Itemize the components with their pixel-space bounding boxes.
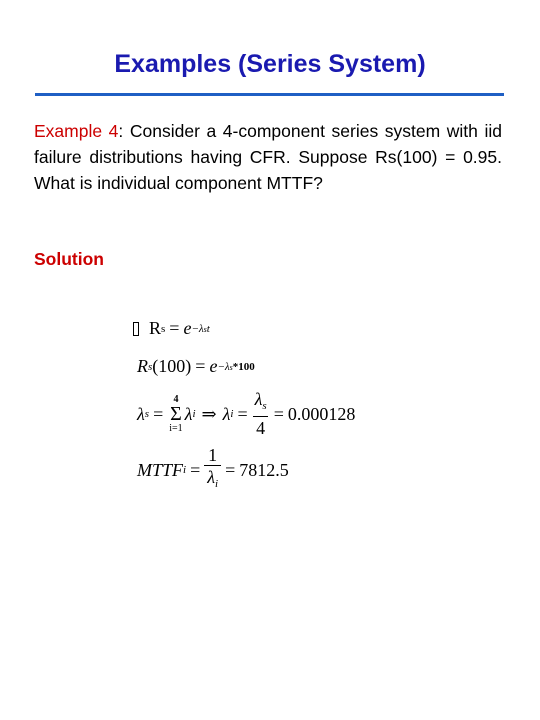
equation-reliability-100: [137, 356, 255, 377]
bullet-icon: [133, 322, 139, 336]
eq3-equals-2: =: [237, 403, 248, 424]
eq1-equals: =: [169, 318, 180, 338]
eq2-r: R: [137, 356, 148, 376]
eq2-base: e: [209, 356, 218, 376]
equation-reliability-series: [133, 318, 210, 339]
eq1-r-sub: s: [161, 322, 166, 335]
equation-mttf: [137, 446, 289, 494]
problem-statement: [34, 118, 502, 196]
slide-title: Examples (Series System): [114, 50, 426, 78]
eq3-lambda-i-2: λ: [222, 403, 231, 424]
eq4-equals-2: =: [225, 459, 236, 480]
eq3-lambda-i-2-sub: i: [230, 408, 234, 420]
eq3-equals-1: =: [153, 403, 164, 424]
eq1-base: e: [183, 318, 192, 338]
eq4-mttf-sub: i: [183, 464, 187, 476]
sum-sigma: Σ: [170, 403, 182, 425]
eq3-frac-lambda-sub: s: [262, 400, 267, 412]
solution-label: Solution: [34, 249, 104, 269]
example-label: Example 4: [34, 121, 119, 141]
eq2-exp-sub: s: [229, 362, 233, 372]
eq4-result: 7812.5: [239, 459, 289, 480]
example-colon: :: [118, 121, 124, 141]
eq2-exp: −λ: [217, 360, 230, 373]
eq1-r: R: [149, 318, 162, 338]
implies-icon: ⇒: [201, 403, 217, 424]
eq2-r-sub: s: [148, 360, 153, 373]
eq3-frac-den: 4: [253, 416, 268, 438]
eq3-equals-3: =: [273, 403, 284, 424]
eq4-frac-num: 1: [208, 445, 218, 465]
eq1-exp-sub: s: [203, 324, 207, 334]
eq1-exp-t: t: [206, 322, 210, 335]
eq4-frac-lambda: λ: [207, 467, 216, 487]
eq4-frac-lambda-sub: i: [215, 478, 219, 490]
eq3-lambda-i-sub: i: [192, 408, 196, 420]
title-underline: [35, 93, 504, 96]
problem-text: Consider a 4-component series system with iid failure distributions having CFR. Suppose Rs(100) = 0.95. What is individual component MTTF?: [34, 121, 502, 193]
eq3-frac-lambda: λ: [254, 389, 263, 409]
eq2-equals: =: [195, 356, 206, 376]
equation-lambda: [137, 390, 355, 438]
eq2-arg: (100): [152, 356, 192, 376]
eq3-lambda-sub: s: [144, 408, 150, 420]
eq3-result: 0.000128: [287, 403, 356, 424]
summation: [169, 394, 182, 434]
eq1-exp: −λ: [191, 322, 204, 335]
eq3-fraction: [252, 390, 270, 438]
sum-lower: i=1: [169, 423, 183, 434]
sum-upper: 4: [173, 394, 179, 405]
eq2-exp-tail: *100: [232, 360, 255, 373]
eq4-mttf: MTTF: [137, 459, 184, 480]
eq3-lambda-i: λ: [184, 403, 193, 424]
eq4-equals-1: =: [190, 459, 201, 480]
eq3-lambda: λ: [137, 403, 145, 424]
eq4-fraction: [204, 446, 221, 494]
